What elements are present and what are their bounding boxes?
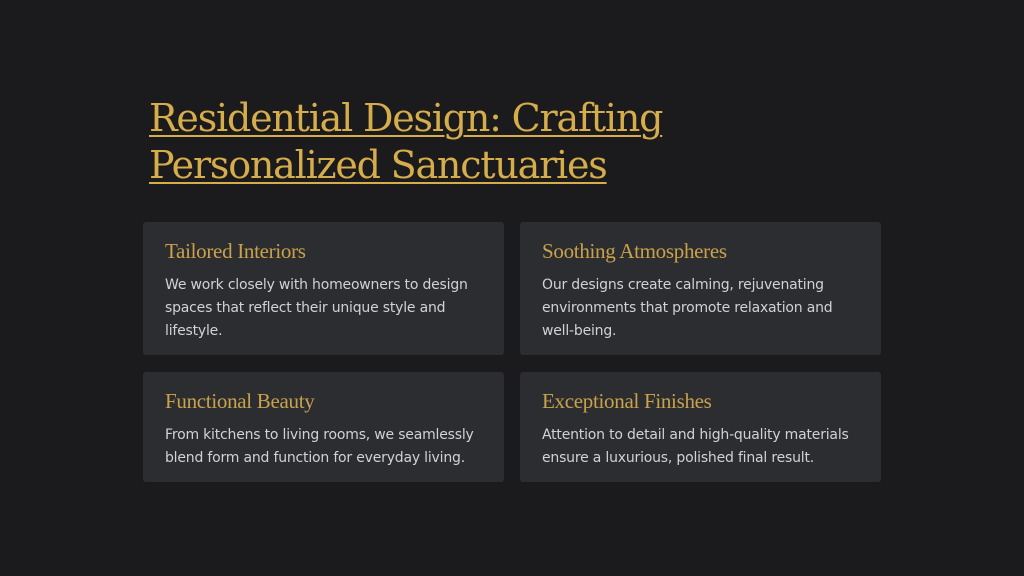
card-title: Exceptional Finishes [542,389,712,413]
slide-title: Residential Design: Crafting Personalized Sanctuaries [149,96,663,187]
card-body: We work closely with homeowners to design spaces that reflect their unique style and lifestyle. [165,277,468,339]
card-body: Attention to detail and high-quality materials ensure a luxurious, polished final result. [542,427,849,466]
card-title: Tailored Interiors [165,239,306,263]
card-body: From kitchens to living rooms, we seamlessly blend form and function for everyday living. [165,427,474,466]
feature-card-functional-beauty [143,372,504,482]
feature-card-exceptional-finishes [520,372,881,482]
feature-card-tailored-interiors [143,222,504,355]
feature-card-soothing-atmospheres [520,222,881,355]
card-title: Soothing Atmospheres [542,239,727,263]
card-body: Our designs create calming, rejuvenating environments that promote relaxation and well-being. [542,277,833,339]
card-title: Functional Beauty [165,389,315,413]
